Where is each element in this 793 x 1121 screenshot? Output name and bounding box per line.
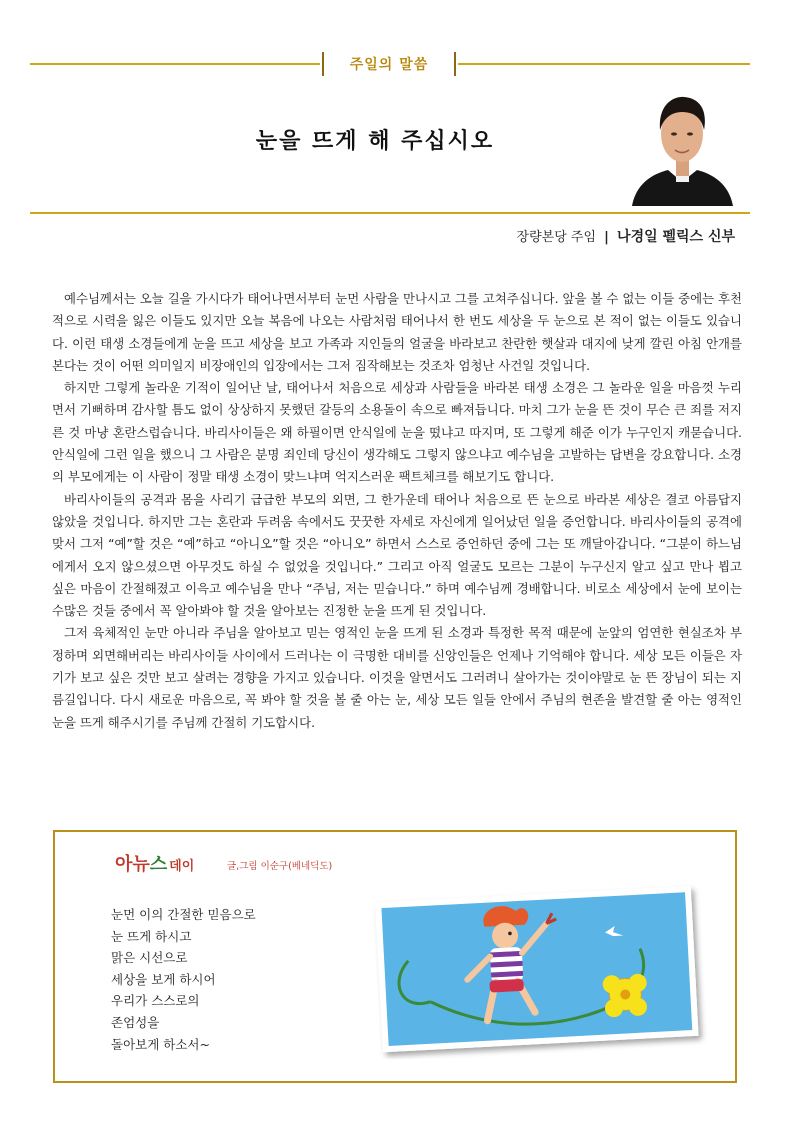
body-paragraph: 그저 육체적인 눈만 아니라 주님을 알아보고 믿는 영적인 눈을 뜨게 된 소경과 특정한 목적 때문에 눈앞의 엄연한 현실조차 부정하며 외면해버리는 바리사이들 사이에서 드러나는 이 극명한 대비를 신앙인들은 언제나 기억해야 합니다. 세상 모든 이들은 자기가 보고 싶은 것만 보고 살려는 경향을 가지고 있습니다. 이것을 알면서도 그러려니 살아가는 것이야말로 눈 뜬 장님이 되는 지름길입니다. 다시 새로운 마음으로, 꼭 봐야 할 것을 볼 줄 아는 눈, 세상 모든 일들 안에서 주님의 현존을 발견할 줄 아는 영적인 눈을 뜨게 해주시기를 주님께 간절히 기도합시다. bbox=[52, 625, 742, 730]
poem-line: 눈먼 이의 간절한 믿음으로 bbox=[111, 907, 256, 922]
header-rule-right bbox=[458, 63, 750, 65]
article-title: 눈을 뜨게 해 주십시오 bbox=[255, 129, 495, 154]
header-rule-left bbox=[30, 63, 320, 65]
poem-line: 돌아보게 하소서~ bbox=[111, 1036, 210, 1052]
author-portrait bbox=[630, 86, 735, 206]
body-paragraph: 예수님께서는 오늘 길을 가시다가 태어나면서부터 눈먼 사람을 만나시고 그를 고쳐주십니다. 앞을 볼 수 없는 이들 중에는 후천적으로 시력을 잃은 이들도 있지만 오늘 복음에 나오는 사람처럼 태어나서 한 번도 세상을 두 눈으로 본 적이 없는 이들도 있습니다. 이런 태생 소경들에게 눈을 뜨고 세상을 보고 가족과 지인들의 얼굴을 바라보고 찬란한 햇살과 대지에 낮게 깔린 아침 안개를 본다는 것이 어떤 의미일지 비장애인의 입장에서는 그저 짐작해보는 것조차 엄청난 사건일 것입니다. bbox=[52, 291, 742, 373]
box-credit: 글,그림 이순구(베네딕도) bbox=[227, 861, 333, 872]
body-paragraph: 하지만 그렇게 놀라운 기적이 일어난 날, 태어나서 처음으로 세상과 사람들을 바라본 태생 소경은 그 놀라운 일을 마음껏 누리면서 기뻐하며 감사할 틈도 없이 상상하지 못했던 갈등의 소용돌이 속으로 빠져듭니다. 마치 그가 눈을 뜬 것이 무슨 큰 죄를 저지른 것 마냥 혼란스럽습니다. 바리사이들은 왜 하필이면 안식일에 눈을 떴냐고 따지며, 또 그렇게 해준 이가 누구인지 캐묻습니다. 안식일에 그런 일을 했으니 그 사람은 분명 죄인데 당신이 생각해도 그렇지 않으냐고 예수님을 고발하는 답변을 강요합니다. 소경의 부모에게는 이 사람이 정말 태생 소경이 맞느냐며 억지스러운 팩트체크를 해보기도 합니다. bbox=[52, 380, 742, 485]
byline-name: 나경일 펠릭스 신부 bbox=[617, 229, 735, 245]
poem-line: 우리가 스스로의 bbox=[111, 993, 200, 1009]
title-divider bbox=[30, 212, 750, 214]
illustration bbox=[369, 884, 709, 1059]
poem bbox=[111, 904, 256, 1055]
portrait-image bbox=[630, 86, 735, 206]
article-body bbox=[52, 288, 742, 734]
anuseday-box bbox=[53, 830, 737, 1083]
poem-line: 세상을 보게 하시어 bbox=[111, 971, 216, 987]
body-paragraph: 바리사이들의 공격과 몸을 사리기 급급한 부모의 외면, 그 한가운데 태어나 처음으로 뜬 눈으로 바라본 세상은 결코 아름답지 않았을 것입니다. 하지만 그는 혼란과 두려움 속에서도 꿋꿋한 자세로 자신에게 일어났던 일을 증언합니다. 바리사이들의 공격에 맞서 그저 “예”할 것은 “예”하고 “아니오”할 것은 “아니오” 하면서 스스로 증언하던 중에 그는 또 깨달아갑니다. “그분이 하느님에게서 오지 않으셨으면 아무것도 하실 수 없었을 것입니다.” 그리고 아직 얼굴도 모르는 그분이 누구신지 알고 싶고 만나 뵙고 싶은 마음이 간절해졌고 이윽고 예수님을 만나 “주님, 저는 믿습니다.” 하며 예수님께 경배합니다. 비로소 세상에서 눈에 보이는 수많은 것들 중에서 꼭 알아봐야 할 것을 알아보는 진정한 눈을 뜨게 된 것입니다. bbox=[52, 491, 742, 619]
box-title-part3: 데이 bbox=[169, 859, 195, 874]
poem-line: 눈 뜨게 하시고 bbox=[111, 928, 192, 944]
header-tick-right bbox=[454, 52, 456, 76]
byline-role: 장량본당 주임 bbox=[516, 230, 597, 245]
poem-line: 맑은 시선으로 bbox=[111, 950, 188, 966]
byline bbox=[517, 226, 735, 246]
illustration-image bbox=[369, 884, 709, 1059]
section-label: 주일의 말씀 bbox=[349, 57, 429, 73]
poem-line: 존엄성을 bbox=[111, 1014, 160, 1030]
box-title-part1: 아뉴 bbox=[115, 854, 150, 875]
byline-separator: | bbox=[604, 230, 609, 245]
box-title-part2: 스 bbox=[149, 854, 168, 875]
section-header bbox=[30, 50, 750, 78]
box-title bbox=[115, 850, 194, 876]
